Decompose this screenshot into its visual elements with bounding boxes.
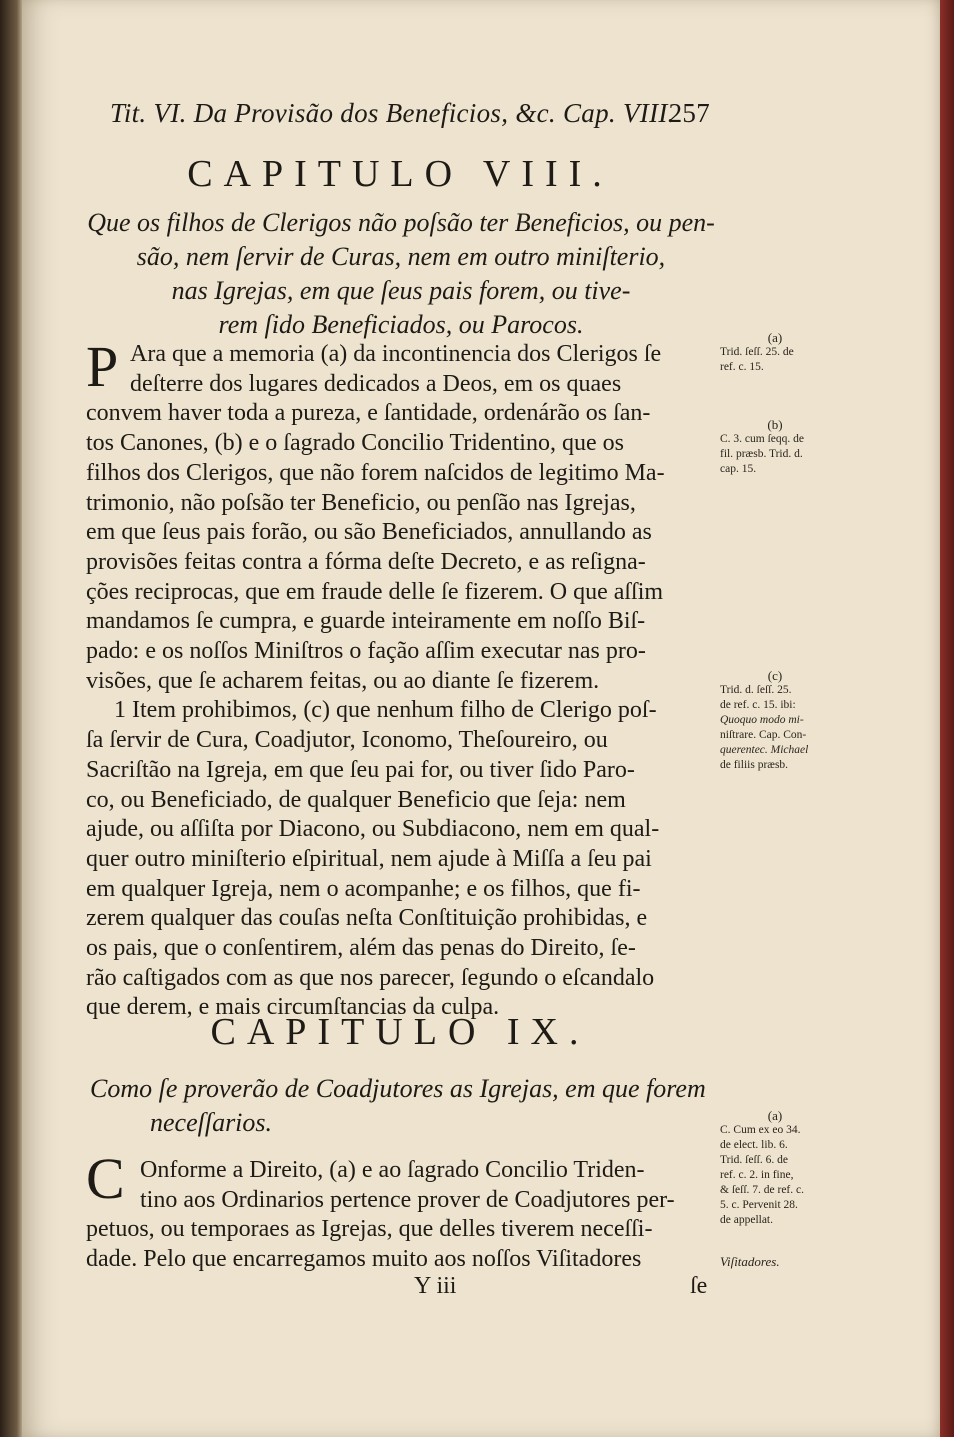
- sidenote-line: fil. præsb. Trid. d.: [720, 448, 803, 460]
- text-line: ajude, ou aſſiſta por Diacono, ou Subdiacono, nem em qual-: [86, 816, 660, 843]
- sidenote-mark: (c): [767, 668, 783, 683]
- text-line: Onforme a Direito, (a) e ao ſagrado Concilio Triden-: [140, 1157, 645, 1183]
- sidenote: [720, 668, 830, 773]
- text-line: petuos, ou temporaes as Igrejas, que delles tiverem neceſſi-: [86, 1216, 653, 1243]
- sidenote: [720, 330, 830, 375]
- sidenote-line: niſtrare. Cap. Con-: [720, 729, 807, 741]
- running-title: Tit. VI. Da Provisão dos Beneficios, &c. Cap. VIII.: [110, 98, 675, 128]
- signature-mark: Y iii: [414, 1273, 457, 1299]
- text-line: mandamos ſe cumpra, e guarde inteiramente em noſſo Biſ-: [86, 608, 646, 635]
- text-line: quer outro miniſterio eſpiritual, nem ajude à Miſſa a ſeu pai: [86, 845, 652, 872]
- text-line: deſterre dos lugares dedicados a Deos, em os quaes: [130, 370, 622, 397]
- sidenote-line: de appellat.: [720, 1214, 774, 1226]
- drop-cap: P: [86, 334, 119, 399]
- paragraph: [86, 334, 714, 1023]
- title-line: rem ſido Beneficiados, ou Parocos.: [218, 310, 584, 339]
- sidenote-line: Trid. d. ſeſſ. 25.: [720, 684, 792, 696]
- sidenote-line: & ſeſſ. 7. de ref. c.: [720, 1184, 804, 1196]
- text-line: em qualquer Igreja, nem o acompanhe; e os filhos, que fi-: [86, 875, 641, 902]
- sidenote-mark: (a): [767, 330, 783, 345]
- running-head: [110, 98, 710, 129]
- drop-cap: C: [86, 1146, 125, 1211]
- text-line: 1 Item prohibimos, (c) que nenhum filho de Clerigo poſ-: [114, 697, 657, 724]
- page-number: 257: [668, 98, 710, 128]
- title-line: nas Igrejas, em que ſeus pais forem, ou tive-: [171, 276, 631, 305]
- text-line: Sacriſtão na Igreja, em que ſeu pai for, ou tiver ſido Paro-: [86, 756, 635, 783]
- page-edge: [940, 0, 954, 1437]
- text-line: tino aos Ordinarios pertence prover de Coadjutores per-: [140, 1186, 675, 1213]
- title-line: são, nem ſervir de Curas, nem em outro miniſterio,: [136, 242, 666, 271]
- text-line: provisões feitas contra a fórma deſte Decreto, e as reſigna-: [86, 548, 646, 575]
- sidenote-line: Quoquo modo mi-: [720, 714, 804, 726]
- paragraph: [86, 1156, 714, 1275]
- text-line: ſa ſervir de Cura, Coadjutor, Iconomo, Theſoureiro, ou: [86, 727, 608, 754]
- sidenote-line: ref. c. 2. in fine,: [720, 1169, 794, 1181]
- sidenote-line: Trid. ſeſſ. 25. de: [720, 346, 794, 358]
- sidenote-line: C. Cum ex eo 34.: [720, 1124, 801, 1136]
- text-line: co, ou Beneficiado, de qualquer Beneficio que ſeja: nem: [86, 786, 626, 813]
- text-line: dade. Pelo que encarregamos muito aos noſſos Viſitadores: [86, 1246, 642, 1273]
- text-line: pado: e os noſſos Miniſtros o fação aſſim executar nas pro-: [86, 638, 646, 665]
- sidenote: [720, 1108, 830, 1228]
- catchword: ſe: [690, 1273, 708, 1299]
- title-line: neceſſarios.: [150, 1108, 273, 1137]
- text-line: filhos dos Clerigos, que não forem naſcidos de legitimo Ma-: [86, 459, 665, 486]
- title-line: Como ſe proverão de Coadjutores as Igrejas, em que forem: [90, 1074, 706, 1103]
- chapter-heading-8: CAPITULO VIII.: [187, 153, 613, 195]
- sidenote-line: de ref. c. 15. ibi:: [720, 699, 796, 711]
- sidenote-line: 5. c. Pervenit 28.: [720, 1199, 798, 1211]
- book-binding: [0, 0, 24, 1437]
- title-line: Que os filhos de Clerigos não poſsão ter Beneficios, ou pen-: [87, 208, 715, 237]
- text-line: tos Canones, (b) e o ſagrado Concilio Tridentino, que os: [86, 430, 624, 457]
- text-line: ções reciprocas, que em fraude delle ſe fizerem. O que aſſim: [86, 578, 664, 605]
- text-line: zerem qualquer das couſas neſta Conſtituição prohibidas, e: [86, 905, 648, 932]
- text-line: trimonio, não poſsão ter Beneficio, ou penſão nas Igrejas,: [86, 489, 636, 516]
- sidenote-line: C. 3. cum ſeqq. de: [720, 433, 804, 445]
- chapter-heading-9: CAPITULO IX.: [210, 1011, 590, 1053]
- chapter-title-8: [86, 206, 716, 342]
- sidenote-line: cap. 15.: [720, 463, 757, 475]
- sidenote-line: de elect. lib. 6.: [720, 1139, 788, 1151]
- text-line: que derem, e mais circumſtancias da culpa.: [86, 994, 500, 1021]
- chapter-title-9: [90, 1072, 720, 1140]
- text-line: em que ſeus pais forão, ou são Beneficiados, annullando as: [86, 519, 652, 546]
- text-line: convem haver toda a pureza, e ſantidade, ordenárão os ſan-: [86, 400, 651, 427]
- sidenote-line: ref. c. 15.: [720, 361, 764, 373]
- sidenote-line: Trid. ſeſſ. 6. de: [720, 1154, 788, 1166]
- text-line: Ara que a memoria (a) da incontinencia dos Clerigos ſe: [130, 341, 662, 367]
- text-line: rão caſtigados com as que nos parecer, ſegundo o eſcandalo: [86, 964, 655, 991]
- sidenote-line: de filiis præsb.: [720, 759, 789, 771]
- text-line: os pais, que o conſentirem, além das penas do Direito, ſe-: [86, 935, 636, 962]
- sidenote-mark: (a): [767, 1108, 783, 1123]
- sidenote-line: querentec. Michael: [720, 744, 809, 756]
- sidenote: [720, 417, 830, 477]
- sidenote-catchword: Viſitadores.: [720, 1254, 780, 1269]
- sidenote-mark: (b): [767, 417, 783, 432]
- text-line: visões, que ſe acharem feitas, ou ao diante ſe fizerem.: [86, 667, 600, 694]
